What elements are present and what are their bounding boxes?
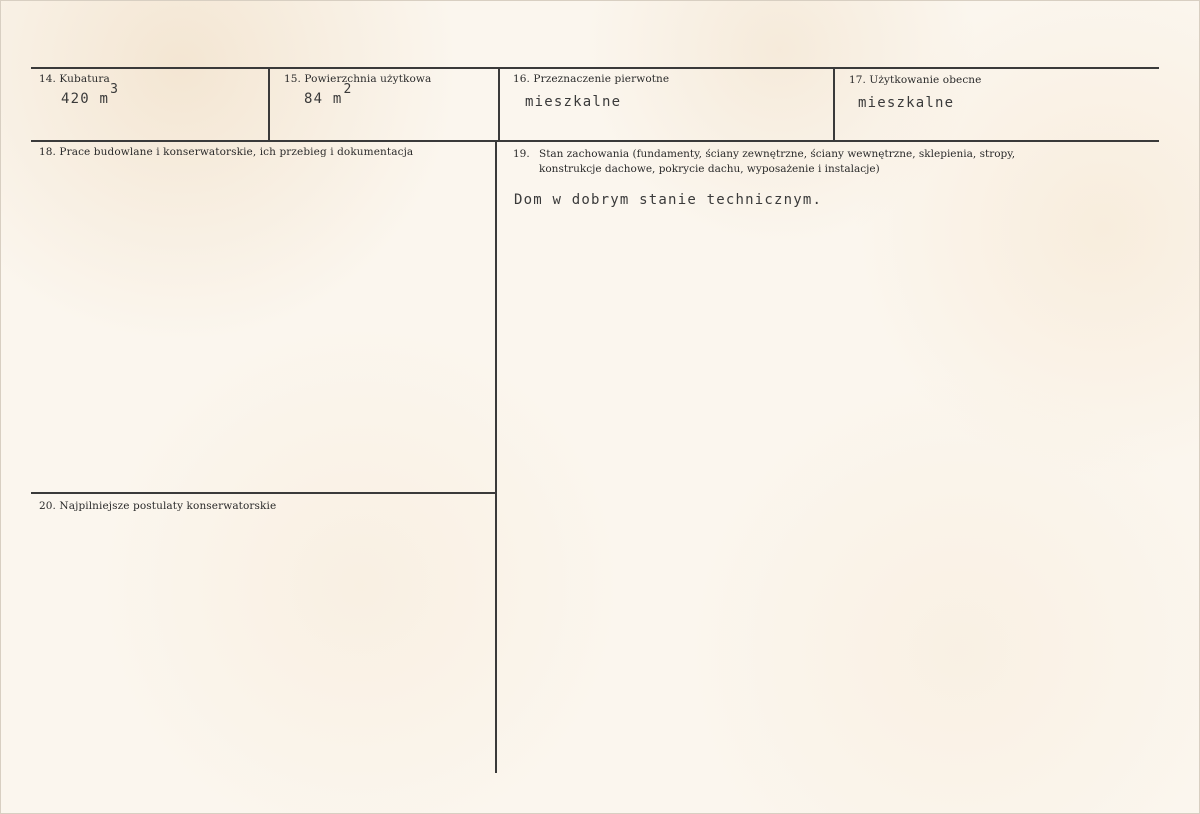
field-17-value: mieszkalne xyxy=(858,95,955,111)
row-divider-rule xyxy=(31,140,1159,142)
section-20-divider-rule xyxy=(31,492,496,494)
field-15-unit-superscript: 2 xyxy=(343,82,353,97)
field-14-value xyxy=(61,82,120,107)
field-14-label: 14. Kubatura xyxy=(39,73,110,85)
field-19-label xyxy=(513,147,1143,177)
field-16-label: 16. Przeznaczenie pierwotne xyxy=(513,73,670,85)
field-19-number: 19. xyxy=(513,148,530,160)
field-20-label: 20. Najpilniejsze postulaty konserwatorskie xyxy=(39,500,277,512)
field-15-value xyxy=(304,82,353,107)
field-19-value: Dom w dobrym stanie technicznym. xyxy=(514,192,823,208)
divider-main-columns xyxy=(495,141,497,773)
field-15-value-text: 84 m xyxy=(304,91,343,107)
field-18-label: 18. Prace budowlane i konserwatorskie, ich przebieg i dokumentacja xyxy=(39,146,414,158)
divider-15-16 xyxy=(498,68,500,140)
field-14-value-text: 420 m xyxy=(61,91,110,107)
field-19-label-line2: konstrukcje dachowe, pokrycie dachu, wyposażenie i instalacje) xyxy=(539,163,880,176)
field-19-label-line1: Stan zachowania (fundamenty, ściany zewnętrzne, ściany wewnętrzne, sklepienia, stropy, xyxy=(539,148,1016,160)
divider-14-15 xyxy=(268,68,270,140)
field-17-label: 17. Użytkowanie obecne xyxy=(849,74,982,86)
field-14-unit-superscript: 3 xyxy=(110,82,120,97)
top-rule xyxy=(31,67,1159,69)
divider-16-17 xyxy=(833,68,835,140)
field-15-label: 15. Powierzchnia użytkowa xyxy=(284,73,432,85)
field-16-value: mieszkalne xyxy=(525,94,622,110)
